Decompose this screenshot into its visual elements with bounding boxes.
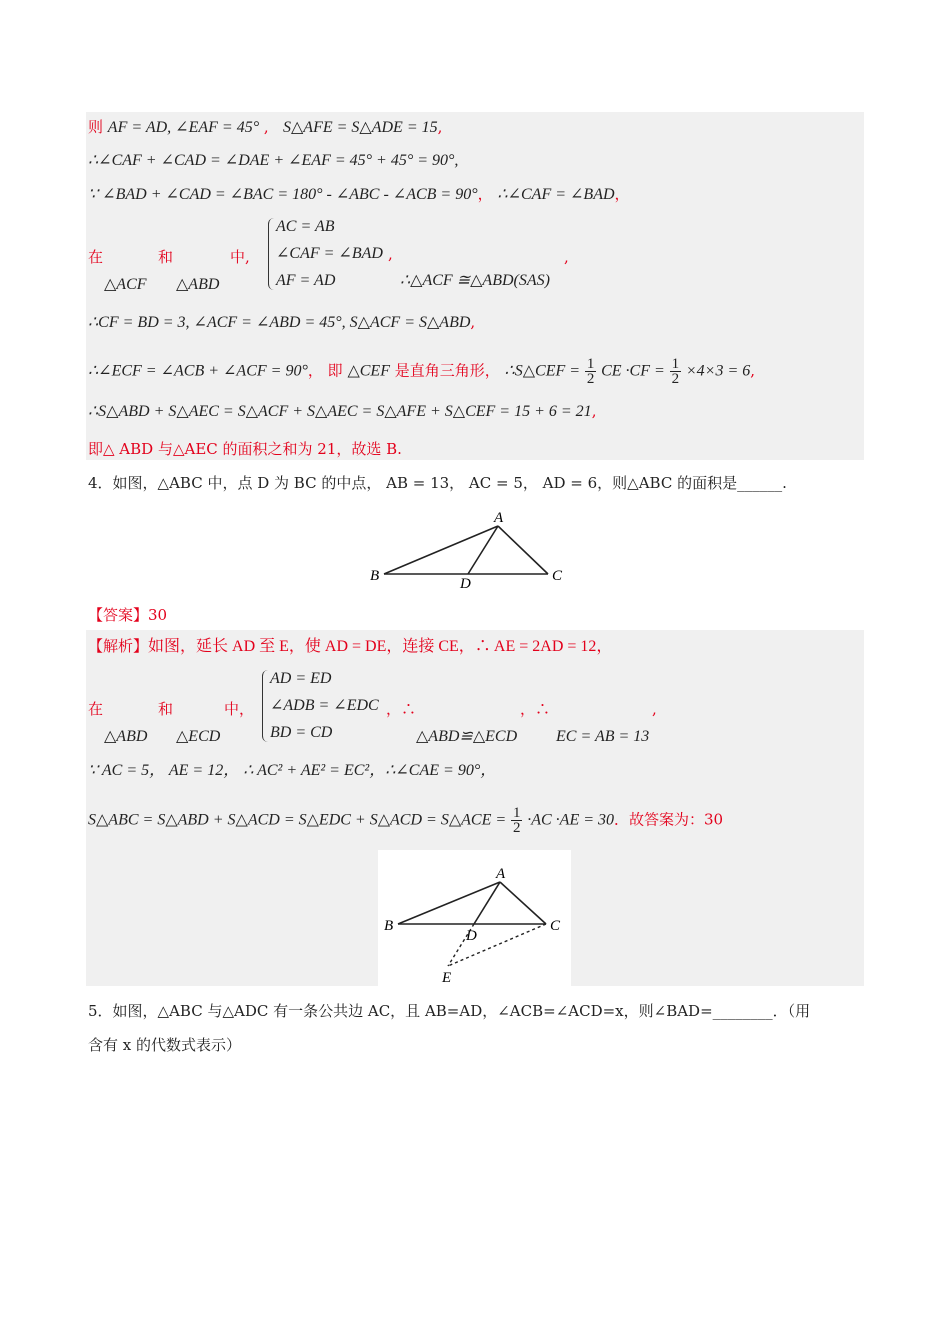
line-2: ∴∠CAF + ∠CAD = ∠DAE + ∠EAF = 45° + 45° = 90°, [88, 152, 459, 169]
text-ze: 则 [88, 118, 104, 136]
fig2-label-e: E [442, 970, 452, 986]
math-area-abc: S△ABC = S△ABD + S△ACD = S△EDC + S△ACD = S△ACE = [88, 811, 507, 829]
fig2-label-a: A [496, 866, 506, 882]
analysis-body: 如图，延长 AD 至 E，使 AD = DE，连接 CE，∴ AE = 2AD = 12， [148, 638, 613, 655]
math-times: ×4×3 = 6 [685, 362, 751, 380]
math-area-sum: ∴S△ABD + S△AEC = S△ACF + S△AEC = S△AFE + S△CEF = 15 + 6 = 21 [88, 403, 592, 420]
q5-line-2: 含有 x 的代数式表示） [88, 1036, 241, 1054]
q5-body: 如图，△ABC 与△ADC 有一条公共边 AC，且 AB=AD，∠ACB=∠ACD=x，则∠BAD=________．（用 [112, 1002, 811, 1020]
sys1-eq1: AC = AB [276, 218, 335, 235]
text-right-triangle: 是直角三角形， [394, 361, 500, 380]
sys1-eq2: ∠CAF = ∠BAD [276, 245, 383, 262]
line-7: ∴S△ABD + S△AEC = S△ACF + S△AEC = S△AFE + S△CEF = 15 + 6 = 21, [88, 402, 597, 420]
q4-label-b: B [370, 568, 380, 584]
sys2-eq3: BD = CD [270, 724, 333, 741]
text-mid-1: 中, [230, 248, 250, 266]
q4-text [88, 472, 787, 494]
text-in-1: 在 [88, 248, 104, 266]
text-and-2: 和 [158, 700, 174, 718]
analysis-line [88, 635, 612, 658]
math-af-ad: AF = AD, ∠EAF = 45° [107, 119, 260, 136]
tri-cef: △CEF [347, 362, 390, 380]
brace-1 [268, 218, 275, 290]
tri-acf: △ACF [104, 276, 147, 293]
line-ac-ae: ∵ AC = 5， AE = 12， ∴ AC² + AE² = EC²，∴∠CAE = 90°， [88, 762, 497, 779]
frac-half-1: $\frac{1}{2}$ [586, 356, 595, 387]
math-caf-bad: ∴∠CAF = ∠BAD [497, 186, 615, 203]
q4-figure [366, 506, 576, 592]
text-and-1: 和 [158, 248, 174, 266]
text-in-2: 在 [88, 700, 104, 718]
math-ce-cf: CE ·CF = [601, 362, 665, 380]
fig2-label-b: B [384, 918, 394, 934]
line-5: ∴CF = BD = 3, ∠ACF = ∠ABD = 45°, S△ACF = S△ABD, [88, 313, 476, 331]
math-ecf: ∴∠ECF = ∠ACB + ∠ACF = 90° [88, 362, 308, 380]
line-6: ∴∠ECF = ∠ACB + ∠ACF = 90°， 即 △CEF 是直角三角形， ∴S△CEF = $\frac{1}{2}$ CE ·CF = $\frac{1}{2}$ ×4×3 = 6, [88, 356, 756, 387]
tri-abd: △ABD [176, 276, 220, 293]
q4-label-c: C [552, 568, 563, 584]
q5-line-1 [88, 1000, 810, 1022]
math-ec-ab: EC = AB = 13 [556, 728, 650, 745]
sys2-eq1: AD = ED [270, 670, 332, 687]
math-cf-bd: ∴CF = BD = 3, ∠ACF = ∠ABD = 45°, S△ACF = S△ABD [88, 314, 471, 331]
text-ji: 即 [327, 361, 343, 380]
math-bad-cad: ∵ ∠BAD + ∠CAD = ∠BAC = 180° - ∠ABC - ∠ACB = 90° [88, 186, 478, 203]
frac-half-2: $\frac{1}{2}$ [671, 356, 680, 387]
frac-half-3: $\frac{1}{2}$ [512, 805, 521, 836]
congruent-1: ∴△ACF ≅△ABD(SAS) [400, 272, 550, 289]
math-ac-ae: ·AC ·AE = 30 [527, 811, 615, 829]
q4-number: 4． [88, 474, 113, 492]
line-1: 则 AF = AD, ∠EAF = 45° , S△AFE = S△ADE = 15, [88, 118, 443, 136]
congruent-2: △ABD≌△ECD [416, 728, 518, 745]
sys1-eq3: AF = AD [276, 272, 336, 289]
q4-label-d: D [460, 576, 471, 592]
final-answer: ．故答案为：30 [614, 810, 724, 829]
line-8: 即△ ABD 与△AEC 的面积之和为 21，故选 B. [88, 440, 402, 458]
fig2-label-c: C [550, 918, 561, 934]
q4-label-a: A [494, 510, 504, 526]
brace-2 [262, 670, 269, 742]
text-mid-2: 中， [224, 700, 255, 718]
line-area [88, 806, 723, 835]
sys2-eq2: ∠ADB = ∠EDC [270, 697, 379, 714]
math-area-afe: S△AFE = S△ADE = 15 [282, 119, 438, 136]
answer-figure [378, 850, 571, 986]
math-s-cef: ∴S△CEF = [504, 362, 581, 380]
answer4-tag: 【答案】30 [88, 606, 168, 624]
therefore-2: ，∴ [520, 700, 551, 718]
line-3: ∵ ∠BAD + ∠CAD = ∠BAC = 180° - ∠ABC - ∠ACB = 90°， ∴∠CAF = ∠BAD， [88, 185, 630, 203]
tri-abd-2: △ABD [104, 728, 148, 745]
fig2-label-d: D [466, 928, 477, 944]
analysis-tag: 【解析】 [88, 637, 149, 655]
q4-body: 如图，△ABC 中，点 D 为 BC 的中点， AB = 13， AC = 5， AD = 6，则△ABC 的面积是______. [112, 474, 787, 492]
therefore-1: ，∴ [386, 700, 417, 718]
q5-number: 5． [88, 1002, 113, 1020]
tri-ecd: △ECD [176, 728, 221, 745]
